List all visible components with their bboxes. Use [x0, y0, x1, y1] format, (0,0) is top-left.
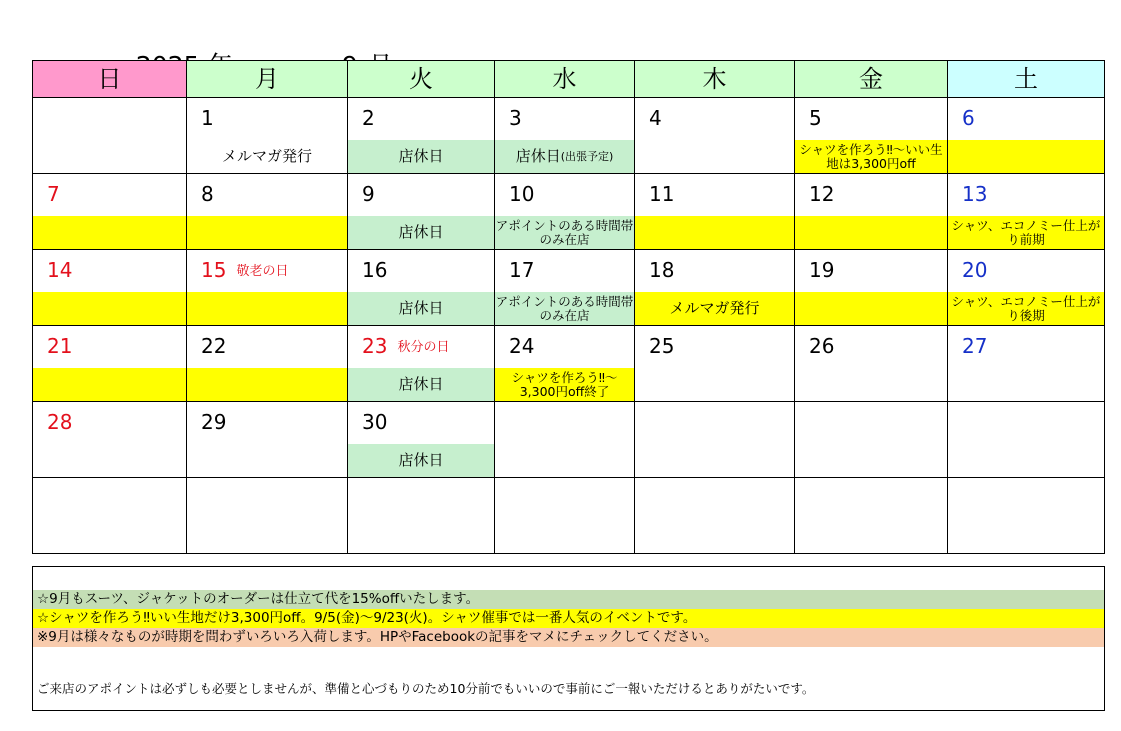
event-text: 店休日 [398, 299, 444, 317]
day-cell [187, 478, 348, 554]
event-band-empty [795, 216, 947, 249]
day-number-text: 24 [509, 334, 535, 358]
day-number-text: 21 [47, 334, 73, 358]
day-cell [948, 174, 1105, 250]
event-text: シャツを作ろう‼〜3,300円off終了 [511, 369, 618, 399]
calendar-title [120, 15, 393, 49]
event-band-empty [635, 216, 794, 249]
day-number-text: 20 [962, 258, 988, 282]
weekday-header-wed: 水 [495, 61, 635, 98]
day-number [649, 182, 674, 206]
weekday-header-sun: 日 [33, 61, 187, 98]
day-number [362, 410, 387, 434]
day-cell [348, 402, 495, 478]
day-number-text: 17 [509, 258, 535, 282]
event-band [495, 140, 634, 173]
day-cell [635, 402, 795, 478]
day-number-text: 12 [809, 182, 835, 206]
day-number-text: 16 [362, 258, 388, 282]
day-number-text: 3 [509, 106, 522, 130]
day-cell [187, 326, 348, 402]
day-cell [348, 250, 495, 326]
day-cell [33, 98, 187, 174]
event-text: 店休日 [398, 375, 444, 393]
day-cell [635, 98, 795, 174]
day-number-text: 26 [809, 334, 835, 358]
day-number-text: 5 [809, 106, 822, 130]
day-number [962, 258, 987, 282]
day-cell [795, 174, 948, 250]
week-row [33, 402, 1105, 478]
day-number-text: 9 [362, 182, 375, 206]
event-band [495, 216, 634, 249]
day-cell [33, 174, 187, 250]
calendar-grid [32, 60, 1105, 554]
day-number-text: 13 [962, 182, 988, 206]
day-number [362, 106, 375, 130]
event-band-empty [795, 368, 947, 401]
event-band-empty [795, 292, 947, 325]
event-band [948, 292, 1104, 325]
day-cell [348, 326, 495, 402]
note-arrivals: ※9月は様々なものが時期を問わずいろいろ入荷します。HPやFacebookの記事をマメにチェックしてください。 [33, 628, 1104, 647]
event-band-empty [33, 140, 186, 173]
day-number [649, 334, 674, 358]
day-cell [948, 326, 1105, 402]
event-text: 店休日 [398, 147, 444, 165]
day-number [362, 182, 375, 206]
day-cell [348, 174, 495, 250]
weekday-header-fri: 金 [795, 61, 948, 98]
event-band [795, 140, 947, 173]
day-cell [795, 326, 948, 402]
event-band-empty [948, 444, 1104, 477]
day-number [362, 258, 387, 282]
day-number [809, 258, 834, 282]
event-band-empty [635, 368, 794, 401]
day-cell [187, 98, 348, 174]
event-band-empty [187, 368, 347, 401]
day-number [809, 334, 834, 358]
event-band [348, 368, 494, 401]
event-band-empty [948, 368, 1104, 401]
day-cell [635, 250, 795, 326]
notes-box [32, 566, 1105, 711]
event-band-empty [795, 520, 947, 553]
event-band-empty [495, 520, 634, 553]
day-number-text: 25 [649, 334, 675, 358]
day-number [509, 106, 522, 130]
day-number-text: 7 [47, 182, 60, 206]
day-cell [948, 478, 1105, 554]
day-cell [495, 402, 635, 478]
event-band-empty [795, 444, 947, 477]
event-text: 店休日 [398, 451, 444, 469]
event-band-empty [948, 140, 1104, 173]
day-cell [187, 174, 348, 250]
day-number [201, 106, 214, 130]
day-number [962, 106, 975, 130]
day-number-text: 1 [201, 106, 214, 130]
event-subtext: (出張予定) [560, 150, 614, 163]
event-band-empty [635, 520, 794, 553]
event-band-empty [948, 520, 1104, 553]
day-number [47, 410, 72, 434]
day-cell [948, 402, 1105, 478]
day-number [809, 106, 822, 130]
day-number-text: 15 [201, 258, 227, 282]
event-band-empty [635, 140, 794, 173]
weekday-header-mon: 月 [187, 61, 348, 98]
day-cell [495, 174, 635, 250]
day-number-text: 30 [362, 410, 388, 434]
event-text: シャツ、エコノミー仕上がり前期 [951, 217, 1101, 247]
day-cell [495, 98, 635, 174]
day-cell [33, 402, 187, 478]
day-cell [348, 98, 495, 174]
day-number-text: 11 [649, 182, 675, 206]
day-number [362, 334, 449, 360]
event-band-empty [33, 368, 186, 401]
day-cell [495, 250, 635, 326]
event-band [187, 140, 347, 173]
day-number-text: 2 [362, 106, 375, 130]
day-number-text: 29 [201, 410, 227, 434]
event-band-empty [495, 444, 634, 477]
event-band [348, 292, 494, 325]
day-cell [795, 250, 948, 326]
day-number-text: 28 [47, 410, 73, 434]
day-number [47, 182, 60, 206]
day-number [809, 182, 834, 206]
event-band-empty [635, 444, 794, 477]
event-band [635, 292, 794, 325]
weekday-header-tue: 火 [348, 61, 495, 98]
week-row [33, 250, 1105, 326]
day-number [201, 410, 226, 434]
day-number [962, 334, 987, 358]
event-band-empty [33, 216, 186, 249]
day-number [509, 182, 534, 206]
event-band [495, 368, 634, 401]
day-number [649, 106, 662, 130]
event-band-empty [187, 520, 347, 553]
day-cell [495, 326, 635, 402]
event-band [348, 140, 494, 173]
event-band-empty [187, 292, 347, 325]
event-band-empty [33, 292, 186, 325]
week-row [33, 326, 1105, 402]
day-cell [33, 478, 187, 554]
day-cell [495, 478, 635, 554]
day-cell [635, 174, 795, 250]
weekday-header-thu: 木 [635, 61, 795, 98]
event-text: 店休日 [398, 223, 444, 241]
day-cell [348, 478, 495, 554]
event-band [948, 216, 1104, 249]
holiday-name: 秋分の日 [397, 340, 450, 355]
event-text: アポイントのある時間帯のみ在店 [495, 217, 634, 247]
day-cell [187, 402, 348, 478]
weekday-header-row [33, 61, 1105, 98]
day-cell [795, 478, 948, 554]
day-number-text: 8 [201, 182, 214, 206]
week-row [33, 174, 1105, 250]
weekday-header-sat: 土 [948, 61, 1105, 98]
day-number-text: 23 [362, 334, 388, 358]
event-text: アポイントのある時間帯のみ在店 [495, 293, 634, 323]
day-cell [795, 402, 948, 478]
day-number [47, 258, 72, 282]
day-cell [948, 98, 1105, 174]
note-suit-discount: ☆9月もスーツ、ジャケットのオーダーは仕立て代を15%offいたします。 [33, 590, 1104, 609]
event-text: シャツを作ろう‼〜いい生地は3,300円off [799, 141, 943, 171]
day-cell [187, 250, 348, 326]
day-number [962, 182, 987, 206]
event-band-empty [33, 444, 186, 477]
day-number [509, 258, 534, 282]
event-band-empty [348, 520, 494, 553]
day-number [47, 334, 72, 358]
day-number [649, 258, 674, 282]
day-cell [33, 326, 187, 402]
event-text: メルマガ発行 [221, 147, 312, 165]
event-band-empty [187, 444, 347, 477]
event-band-empty [33, 520, 186, 553]
note-shirt-event: ☆シャツを作ろう‼いい生地だけ3,300円off。9/5(金)〜9/23(火)。シャツ催事では一番人気のイベントです。 [33, 609, 1104, 628]
event-band [495, 292, 634, 325]
week-row [33, 478, 1105, 554]
day-cell [948, 250, 1105, 326]
day-number-text: 4 [649, 106, 662, 130]
day-number-text: 14 [47, 258, 73, 282]
holiday-name: 敬老の日 [236, 264, 289, 279]
day-number-text: 10 [509, 182, 535, 206]
note-appointment: ご来店のアポイントは必ずしも必要としませんが、準備と心づもりのため10分前でもいいので事前にご一報いただけるとありがたいです。 [37, 681, 815, 696]
day-number [201, 182, 214, 206]
week-row [33, 98, 1105, 174]
day-cell [795, 98, 948, 174]
day-number [201, 258, 288, 284]
day-cell [635, 478, 795, 554]
day-cell [33, 250, 187, 326]
day-number-text: 27 [962, 334, 988, 358]
event-text: 店休日 [515, 147, 561, 165]
event-text: シャツ、エコノミー仕上がり後期 [951, 293, 1101, 323]
day-number [509, 334, 534, 358]
event-band [348, 444, 494, 477]
day-cell [635, 326, 795, 402]
day-number-text: 19 [809, 258, 835, 282]
event-band [348, 216, 494, 249]
day-number-text: 18 [649, 258, 675, 282]
event-text: メルマガ発行 [669, 299, 760, 317]
day-number-text: 22 [201, 334, 227, 358]
day-number-text: 6 [962, 106, 975, 130]
event-band-empty [187, 216, 347, 249]
day-number [201, 334, 226, 358]
